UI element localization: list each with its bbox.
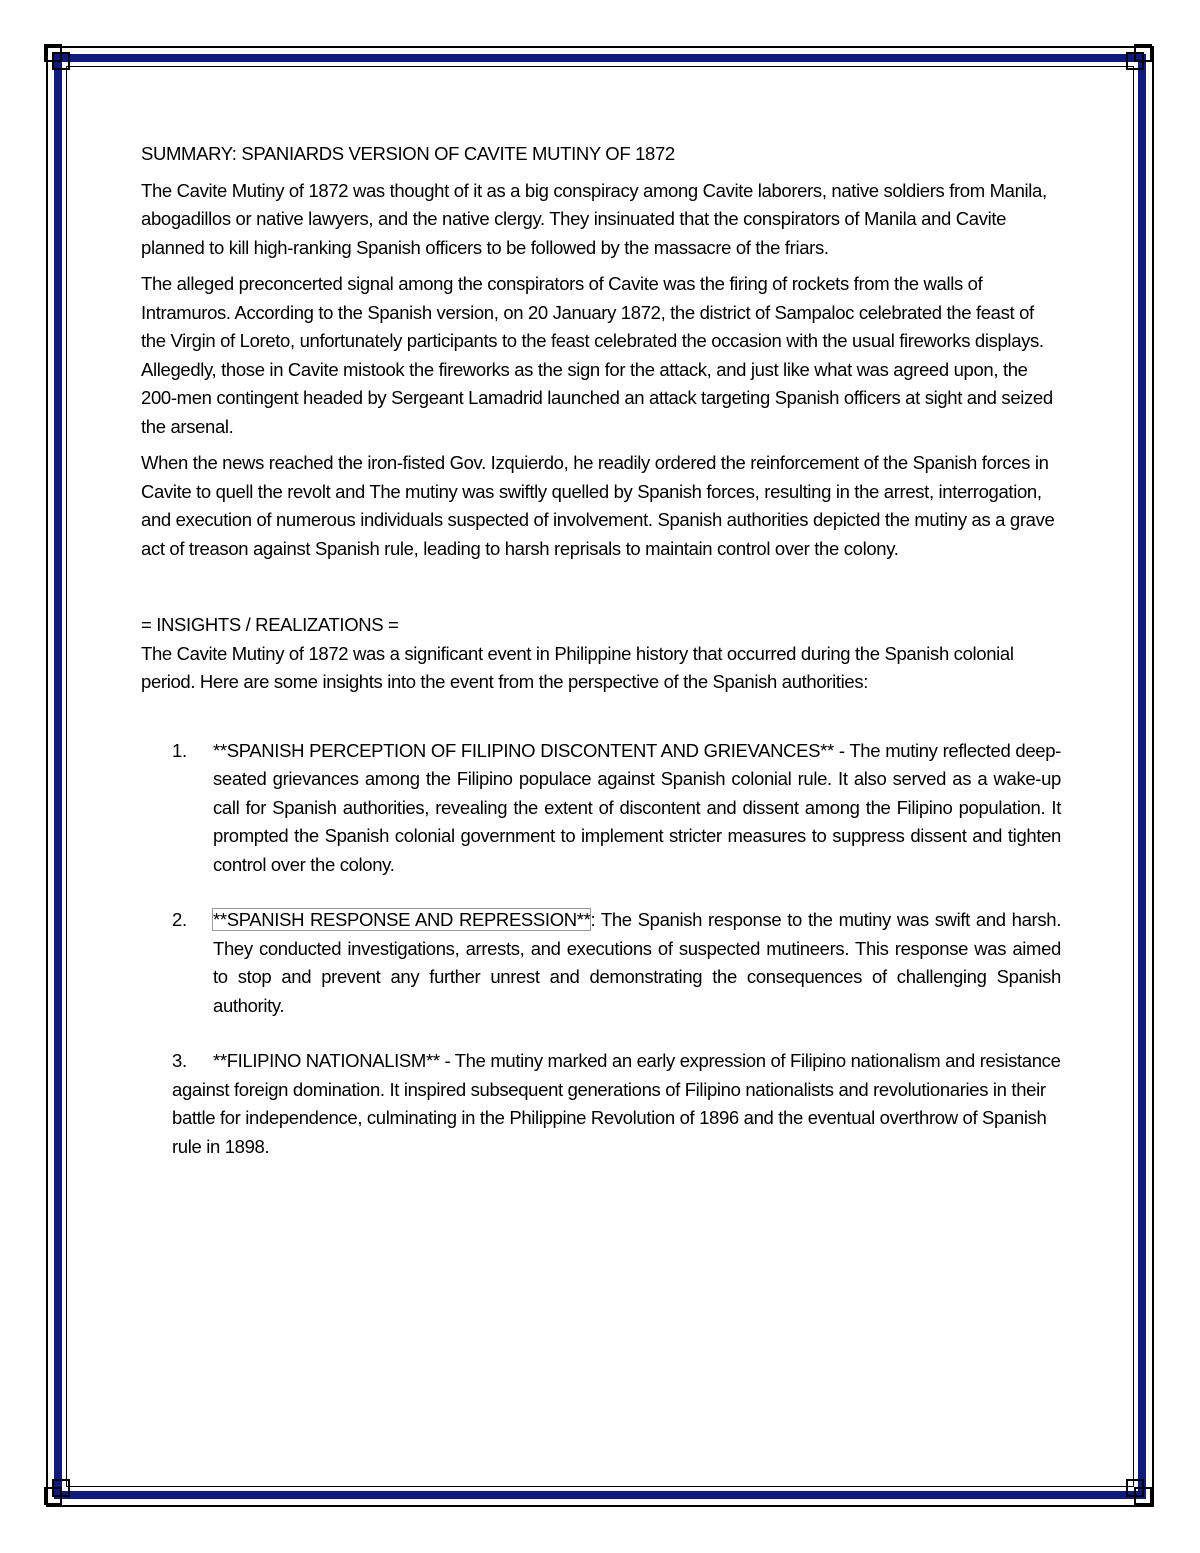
list-item-number: 2. <box>172 909 187 930</box>
list-item <box>141 1047 1061 1161</box>
summary-title: SUMMARY: SPANIARDS VERSION OF CAVITE MUTINY OF 1872 <box>141 143 675 164</box>
list-item-title: **SPANISH RESPONSE AND REPRESSION** <box>213 909 591 930</box>
insights-intro: The Cavite Mutiny of 1872 was a significant event in Philippine history that occurred during the Spanish colonial period. Here are some insights into the event from the perspective of the Spanish authorities: <box>141 642 1014 692</box>
summary-paragraph: The Cavite Mutiny of 1872 was thought of it as a big conspiracy among Cavite laborers, native soldiers from Manila, abogadillos or native lawyers, and the native clergy. They insinuated that the conspirators of Manila and Cavite planned to kill high-ranking Spanish officers to be followed by the massacre of the friars. <box>141 179 1047 258</box>
list-item-text: The mutiny marked an early expression of Filipino nationalism and resistance against foreign domination. It inspired subsequent generations of Filipino nationalists and revolutionaries in their battle for independence, culminating in the Philippine Revolution of 1896 and the eventual overthrow of Spanish rule in 1898. <box>172 1050 1061 1157</box>
list-item-separator: - <box>833 739 850 761</box>
list-item-number: 1. <box>172 739 187 761</box>
summary-paragraph: The alleged preconcerted signal among the conspirators of Cavite was the firing of rockets from the walls of Intramuros. According to the Spanish version, on 20 January 1872, the district of Sampaloc celebrated the feast of the Virgin of Loreto, unfortunately participants to the feast celebrated the occasion with the usual fireworks displays. Allegedly, those in Cavite mistook the fireworks as the sign for the attack, and just like what was agreed upon, the 200-men contingent headed by Sergeant Lamadrid launched an attack targeting Spanish officers at sight and seized the arsenal. <box>141 273 1053 437</box>
list-item-text: The Spanish response to the mutiny was swift and harsh. They conducted investigations, arrests, and executions of suspected mutineers. This response was aimed to stop and prevent any further unrest and demonstrating the consequences of challenging Spanish authority. <box>213 909 1061 1016</box>
list-item-text: The mutiny reflected deep-seated grievances among the Filipino populace against Spanish colonial rule. It also served as a wake-up call for Spanish authorities, revealing the extent of discontent and dissent among the Filipino population. It prompted the Spanish colonial government to implement stricter measures to suppress dissent and tighten control over the colony. <box>213 739 1061 875</box>
border-corner-bottom-left <box>44 1479 74 1509</box>
summary-paragraph: When the news reached the iron-fisted Gov. Izquierdo, he readily ordered the reinforcement of the Spanish forces in Cavite to quell the revolt and The mutiny was swiftly quelled by Spanish forces, resulting in the arrest, interrogation, and execution of numerous individuals suspected of involvement. Spanish authorities depicted the mutiny as a grave act of treason against Spanish rule, leading to harsh reprisals to maintain control over the colony. <box>141 452 1055 559</box>
list-item-separator: : <box>590 909 601 930</box>
list-item <box>141 737 1061 880</box>
border-corner-top-left <box>44 44 74 74</box>
insights-heading: = INSIGHTS / REALIZATIONS = <box>141 614 399 635</box>
insights-list <box>141 737 1061 1021</box>
list-item <box>141 906 1061 1020</box>
border-corner-bottom-right <box>1126 1479 1156 1509</box>
list-item-number: 3. <box>172 1050 187 1071</box>
list-item-separator: - <box>439 1050 455 1071</box>
document-body <box>141 140 1061 1169</box>
list-item-title: **FILIPINO NATIONALISM** <box>213 1050 440 1071</box>
border-corner-top-right <box>1126 44 1156 74</box>
list-item-title: **SPANISH PERCEPTION OF FILIPINO DISCONTENT AND GRIEVANCES** <box>213 739 834 761</box>
